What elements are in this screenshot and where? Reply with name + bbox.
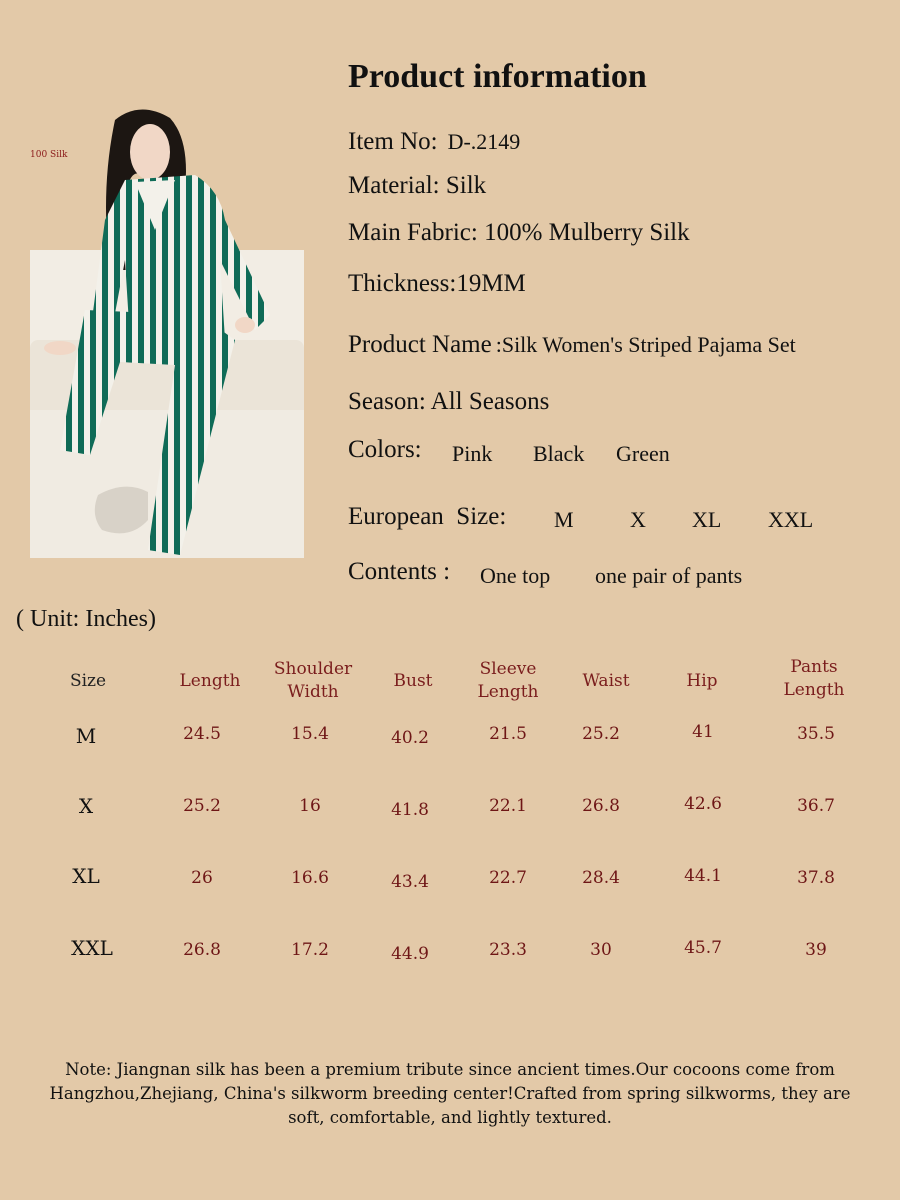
product-name-value: :Silk Women's Striped Pajama Set — [495, 332, 796, 357]
header-hip: Hip — [686, 671, 718, 691]
row-xxl-bust: 44.9 — [391, 944, 429, 964]
material-row: Material: Silk — [348, 172, 487, 199]
row-xl-waist: 28.4 — [582, 868, 620, 888]
size-label: European Size: — [348, 503, 507, 530]
row-m-shoulder: 15.4 — [291, 724, 329, 744]
row-xl-hip: 44.1 — [684, 866, 722, 886]
size-xl: XL — [692, 507, 722, 532]
size-x: X — [630, 507, 646, 532]
size-m: M — [554, 507, 574, 532]
row-x-length: 25.2 — [183, 796, 221, 816]
unit-label: ( Unit: Inches) — [16, 606, 156, 632]
row-x-pants: 36.7 — [797, 796, 835, 816]
page-title: Product information — [348, 58, 647, 95]
row-m-waist: 25.2 — [582, 724, 620, 744]
header-length: Length — [179, 671, 241, 691]
row-m-bust: 40.2 — [391, 728, 429, 748]
item-no-value: D-.2149 — [447, 129, 521, 154]
row-x-sleeve: 22.1 — [489, 796, 527, 816]
row-m-hip: 41 — [692, 722, 714, 742]
row-xl-sleeve: 22.7 — [489, 868, 527, 888]
thickness-value: :19MM — [449, 270, 526, 297]
header-waist: Waist — [582, 671, 630, 691]
row-x-bust: 41.8 — [391, 800, 429, 820]
row-xxl-hip: 45.7 — [684, 938, 722, 958]
row-xl-length: 26 — [191, 868, 213, 888]
contents-top: One top — [480, 563, 551, 588]
header-sleeve-length: Sleeve Length — [477, 659, 539, 702]
header-bust: Bust — [393, 671, 433, 691]
product-name-label: Product Name — [348, 331, 492, 358]
photo-tag: 100 Silk — [30, 150, 68, 160]
row-xxl-waist: 30 — [590, 940, 612, 960]
color-green: Green — [616, 441, 670, 466]
row-m-pants: 35.5 — [797, 724, 835, 744]
row-xl-size: XL — [72, 864, 100, 888]
row-xxl-sleeve: 23.3 — [489, 940, 527, 960]
header-size: Size — [69, 671, 107, 691]
row-xl-pants: 37.8 — [797, 868, 835, 888]
note-text: Note: Jiangnan silk has been a premium tribute since ancient times.Our cocoons come from Hangzhou,Zhejiang, China's silkworm breeding center!Crafted from spring silkworms, they are soft, comfortable, and lightly textured. — [49, 1060, 851, 1127]
size-xxl: XXL — [768, 507, 814, 532]
row-xxl-length: 26.8 — [183, 940, 221, 960]
row-m-sleeve: 21.5 — [489, 724, 527, 744]
row-m-length: 24.5 — [183, 724, 221, 744]
row-xl-shoulder: 16.6 — [291, 868, 329, 888]
row-xxl-shoulder: 17.2 — [291, 940, 329, 960]
row-xl-bust: 43.4 — [391, 872, 429, 892]
row-m-size: M — [75, 724, 97, 748]
contents-label: Contents : — [348, 558, 451, 585]
row-xxl-size: XXL — [71, 936, 113, 960]
item-no-label: Item No: — [348, 128, 438, 155]
header-shoulder-width: Shoulder Width — [273, 659, 353, 702]
row-x-hip: 42.6 — [684, 794, 722, 814]
row-x-shoulder: 16 — [299, 796, 321, 816]
main-fabric-row: Main Fabric: 100% Mulberry Silk — [348, 219, 690, 246]
header-pants-length: Pants Length — [783, 657, 845, 700]
season-row: Season: All Seasons — [348, 388, 550, 415]
row-xxl-pants: 39 — [805, 940, 827, 960]
row-x-waist: 26.8 — [582, 796, 620, 816]
colors-label: Colors: — [348, 436, 422, 463]
row-x-size: X — [78, 794, 94, 818]
color-pink: Pink — [452, 441, 493, 466]
contents-pants: one pair of pants — [595, 563, 743, 588]
thickness-label: Thickness — [348, 270, 450, 297]
color-black: Black — [533, 441, 585, 466]
